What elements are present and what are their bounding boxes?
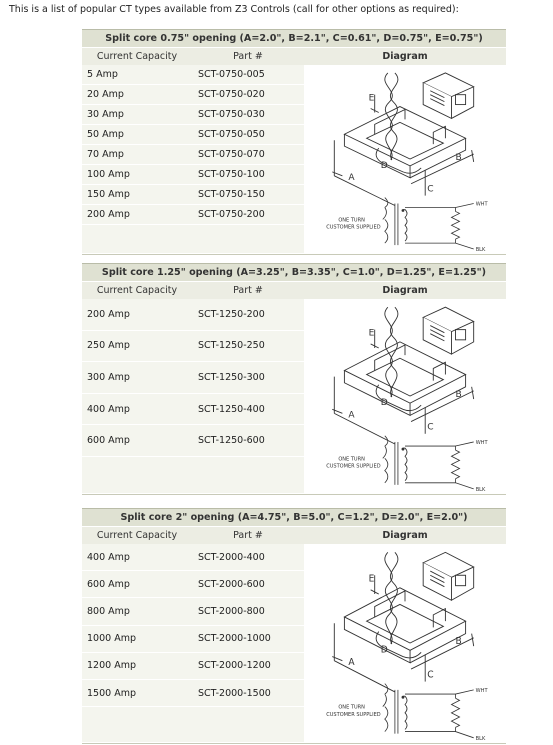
svg-text:B: B: [455, 635, 462, 648]
part-number-cell: SCT-2000-600: [198, 578, 265, 590]
table-row: [82, 362, 304, 394]
current-capacity-cell: 30 Amp: [87, 109, 124, 120]
table-rows: [82, 65, 304, 253]
table-bottom-rule: [82, 743, 506, 744]
svg-text:CUSTOMER SUPPLIED: CUSTOMER SUPPLIED: [326, 463, 381, 470]
current-capacity-cell: 400 Amp: [87, 551, 130, 563]
diagram-cell: [304, 299, 506, 493]
svg-text:D: D: [380, 644, 388, 656]
part-number-cell: SCT-1250-300: [198, 371, 265, 383]
part-number-cell: SCT-2000-400: [198, 551, 265, 563]
svg-text:A: A: [348, 410, 355, 421]
intro-text: This is a list of popular CT types available from Z3 Controls (call for other options as required):: [9, 4, 459, 15]
table-header: [82, 47, 506, 65]
header-capacity: Current Capacity: [96, 285, 178, 296]
table-bottom-rule: [82, 254, 506, 255]
ct-diagram: [304, 544, 506, 742]
current-capacity-cell: 600 Amp: [87, 435, 130, 447]
current-capacity-cell: 50 Amp: [87, 129, 124, 140]
current-capacity-cell: 300 Amp: [87, 371, 130, 383]
part-number-cell: SCT-0750-150: [198, 189, 265, 200]
svg-text:BLK: BLK: [475, 735, 486, 742]
part-number-cell: SCT-2000-1000: [198, 633, 271, 645]
table-row: [82, 394, 304, 426]
table-row: [82, 299, 304, 331]
current-capacity-cell: 400 Amp: [87, 403, 130, 415]
svg-text:C: C: [427, 422, 434, 433]
svg-text:WHT: WHT: [475, 201, 488, 208]
table-row: [82, 571, 304, 598]
current-capacity-cell: 600 Amp: [87, 578, 130, 590]
table-row: [82, 185, 304, 205]
svg-text:D: D: [380, 398, 388, 409]
current-capacity-cell: 150 Amp: [87, 189, 130, 200]
svg-text:WHT: WHT: [475, 439, 488, 447]
header-diagram: Diagram: [382, 530, 428, 541]
header-capacity: Current Capacity: [96, 51, 178, 62]
current-capacity-cell: 5 Amp: [87, 69, 118, 80]
table-rows: [82, 299, 304, 493]
table-row: [82, 125, 304, 145]
header-capacity: Current Capacity: [96, 530, 178, 541]
table-rows: [82, 544, 304, 742]
svg-text:D: D: [380, 160, 388, 171]
part-number-cell: SCT-1250-400: [198, 403, 265, 415]
svg-text:A: A: [348, 656, 355, 668]
svg-text:ONE TURN: ONE TURN: [338, 456, 365, 463]
table-row: [82, 598, 304, 625]
table-row: [82, 65, 304, 85]
part-number-cell: SCT-0750-100: [198, 169, 265, 180]
svg-text:BLK: BLK: [475, 247, 486, 253]
svg-text:E: E: [368, 573, 375, 585]
table-header: [82, 526, 506, 544]
table-row: [82, 331, 304, 363]
diagram-cell: [304, 65, 506, 253]
table-header: [82, 281, 506, 299]
part-number-cell: SCT-1250-600: [198, 435, 265, 447]
part-number-cell: SCT-0750-200: [198, 209, 265, 220]
current-capacity-cell: 70 Amp: [87, 149, 124, 160]
svg-text:CUSTOMER SUPPLIED: CUSTOMER SUPPLIED: [326, 224, 381, 231]
part-number-cell: SCT-0750-005: [198, 69, 265, 80]
svg-text:B: B: [455, 389, 462, 401]
table-title: Split core 0.75" opening (A=2.0", B=2.1", C=0.61", D=0.75", E=0.75"): [82, 29, 506, 47]
svg-text:CUSTOMER SUPPLIED: CUSTOMER SUPPLIED: [326, 711, 381, 718]
ct-table: [82, 508, 506, 742]
part-number-cell: SCT-2000-1500: [198, 687, 271, 699]
table-row: [82, 653, 304, 680]
table-row: [82, 626, 304, 653]
table-row: [82, 165, 304, 185]
table-title: Split core 2" opening (A=4.75", B=5.0", C=1.2", D=2.0", E=2.0"): [82, 508, 506, 526]
current-capacity-cell: 800 Amp: [87, 605, 130, 617]
current-capacity-cell: 1000 Amp: [87, 633, 136, 645]
table-row: [82, 85, 304, 105]
table-title: Split core 1.25" opening (A=3.25", B=3.35", C=1.0", D=1.25", E=1.25"): [82, 263, 506, 281]
ct-diagram: [304, 299, 506, 493]
ct-table: [82, 29, 506, 253]
svg-text:E: E: [368, 93, 375, 104]
part-number-cell: SCT-0750-070: [198, 149, 265, 160]
part-number-cell: SCT-0750-050: [198, 129, 265, 140]
table-row: [82, 425, 304, 457]
svg-text:ONE TURN: ONE TURN: [338, 217, 365, 224]
current-capacity-cell: 20 Amp: [87, 89, 124, 100]
part-number-cell: SCT-1250-200: [198, 308, 265, 320]
ct-diagram: [304, 65, 506, 253]
svg-text:C: C: [427, 669, 434, 681]
part-number-cell: SCT-2000-1200: [198, 660, 271, 672]
svg-text:C: C: [427, 184, 434, 195]
table-row: [82, 145, 304, 165]
svg-text:B: B: [455, 153, 462, 163]
header-diagram: Diagram: [382, 51, 428, 62]
svg-text:WHT: WHT: [475, 687, 488, 695]
header-part: Part #: [233, 51, 263, 62]
part-number-cell: SCT-0750-020: [198, 89, 265, 100]
header-part: Part #: [233, 530, 263, 541]
svg-text:E: E: [368, 328, 375, 339]
part-number-cell: SCT-2000-800: [198, 605, 265, 617]
current-capacity-cell: 200 Amp: [87, 209, 130, 220]
ct-table: [82, 263, 506, 493]
current-capacity-cell: 1200 Amp: [87, 660, 136, 672]
part-number-cell: SCT-0750-030: [198, 109, 265, 120]
current-capacity-cell: 250 Amp: [87, 340, 130, 352]
current-capacity-cell: 1500 Amp: [87, 687, 136, 699]
svg-text:A: A: [348, 172, 355, 183]
current-capacity-cell: 100 Amp: [87, 169, 130, 180]
table-row: [82, 105, 304, 125]
table-row: [82, 680, 304, 707]
current-capacity-cell: 200 Amp: [87, 308, 130, 320]
header-part: Part #: [233, 285, 263, 296]
table-row: [82, 544, 304, 571]
header-diagram: Diagram: [382, 285, 428, 296]
table-bottom-rule: [82, 494, 506, 495]
diagram-cell: [304, 544, 506, 742]
svg-text:BLK: BLK: [475, 486, 486, 493]
table-row: [82, 205, 304, 225]
part-number-cell: SCT-1250-250: [198, 340, 265, 352]
svg-text:ONE TURN: ONE TURN: [338, 704, 365, 711]
